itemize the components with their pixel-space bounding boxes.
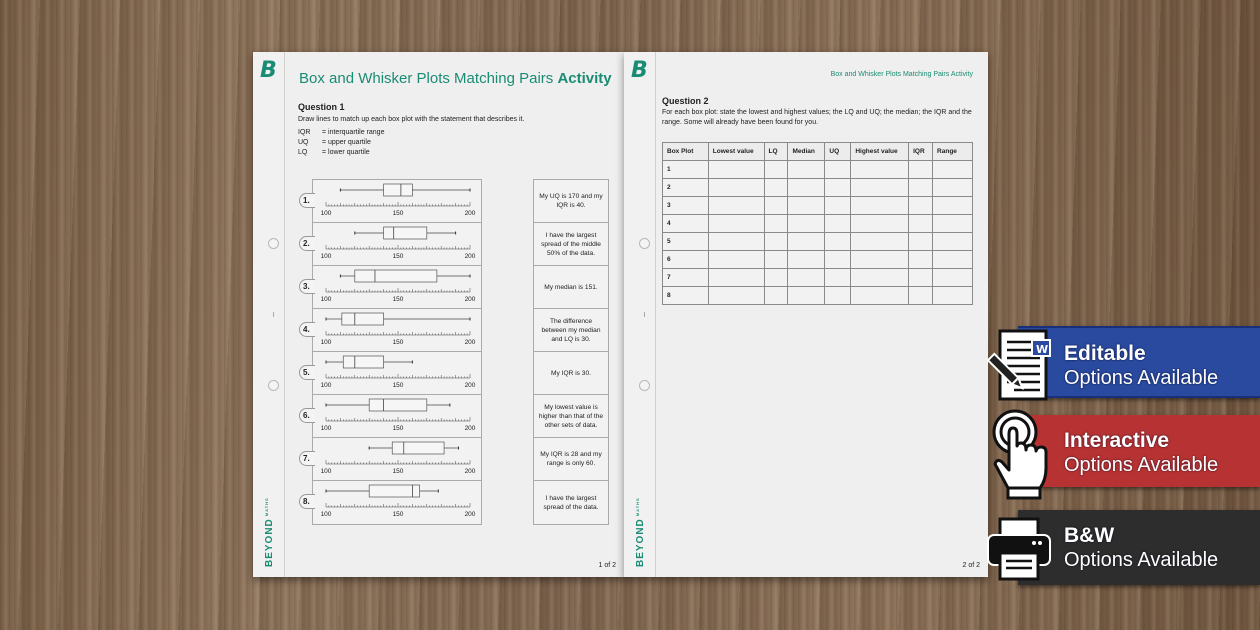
plot-number-badge: 7. (299, 451, 315, 466)
statement-card[interactable]: My IQR is 30. (534, 352, 608, 395)
printer-icon (984, 516, 1054, 582)
table-header-cell: Highest value (851, 143, 909, 161)
svg-text:150: 150 (392, 468, 404, 475)
answer-cell[interactable] (788, 179, 825, 197)
worksheet-header-title: Box and Whisker Plots Matching Pairs Activity (830, 71, 973, 78)
worksheet-page-1 (253, 52, 624, 577)
answer-cell[interactable] (909, 161, 933, 179)
answer-cell[interactable] (825, 179, 851, 197)
svg-text:150: 150 (392, 339, 404, 346)
answer-cell[interactable] (764, 197, 788, 215)
banner-subtitle: Options Available (1064, 367, 1219, 389)
beyond-logo-icon: B (260, 58, 277, 83)
table-row (663, 287, 973, 305)
box-plot-number-cell: 5 (663, 233, 709, 251)
answer-cell[interactable] (825, 161, 851, 179)
svg-text:200: 200 (464, 339, 476, 346)
box-plot-number-cell: 8 (663, 287, 709, 305)
answer-cell[interactable] (788, 215, 825, 233)
page-gutter (624, 52, 656, 577)
svg-text:200: 200 (464, 468, 476, 475)
box-plot-number-cell: 6 (663, 251, 709, 269)
table-row (663, 179, 973, 197)
box-plot-chart (313, 223, 483, 266)
answer-cell[interactable] (764, 179, 788, 197)
question-1-instruction: Draw lines to match up each box plot with the statement that describes it. (298, 116, 525, 123)
answer-cell[interactable] (708, 197, 764, 215)
plot-number-badge: 1. (299, 193, 315, 208)
statement-card[interactable]: The difference between my median and LQ is 30. (534, 309, 608, 352)
bw-options-banner[interactable] (1018, 510, 1260, 585)
answer-cell[interactable] (764, 287, 788, 305)
statement-card[interactable]: I have the largest spread of the data. (543, 494, 599, 511)
answer-cell[interactable] (933, 197, 973, 215)
answer-cell[interactable] (788, 287, 825, 305)
answer-cell[interactable] (825, 287, 851, 305)
abbreviation-item: IQR = interquartile range (298, 129, 385, 136)
answer-cell[interactable] (708, 161, 764, 179)
answer-cell[interactable] (764, 233, 788, 251)
table-row (663, 233, 973, 251)
beyond-maths-brand: $BEYOND^{MATHS}$ (264, 497, 275, 567)
answer-cell[interactable] (764, 269, 788, 287)
answer-cell[interactable] (825, 197, 851, 215)
worksheet-page-2 (624, 52, 988, 577)
punch-hole-icon (268, 238, 279, 249)
punch-hole-icon (639, 238, 650, 249)
box-plot-number-cell: 3 (663, 197, 709, 215)
banner-title: B&W (1064, 524, 1115, 547)
svg-text:100: 100 (320, 468, 332, 475)
answer-cell[interactable] (933, 251, 973, 269)
svg-text:200: 200 (464, 425, 476, 432)
page-gutter (253, 52, 285, 577)
box-plot-number-cell: 1 (663, 161, 709, 179)
answer-cell[interactable] (708, 287, 764, 305)
svg-text:100: 100 (320, 382, 332, 389)
answer-cell[interactable] (909, 251, 933, 269)
box-plot-chart (313, 481, 483, 524)
statement-card[interactable]: My lowest value is higher than that of the other sets of data. (534, 395, 608, 438)
answer-cell[interactable] (851, 197, 909, 215)
punch-hole-icon (268, 380, 279, 391)
box-plot-row[interactable] (303, 266, 481, 309)
beyond-logo-icon: B (631, 58, 648, 83)
fold-mark (273, 312, 274, 317)
answer-cell[interactable] (909, 197, 933, 215)
statement-card[interactable]: My UQ is 170 and my IQR is 40. (534, 180, 608, 223)
table-row (663, 215, 973, 233)
answer-cell[interactable] (909, 179, 933, 197)
answer-cell[interactable] (708, 269, 764, 287)
answer-cell[interactable] (909, 287, 933, 305)
box-plot-chart (313, 438, 483, 481)
statement-list (533, 179, 609, 525)
answer-cell[interactable] (788, 197, 825, 215)
table-row (663, 161, 973, 179)
svg-text:150: 150 (392, 511, 404, 518)
answer-cell[interactable] (933, 161, 973, 179)
banner-title: Interactive (1064, 429, 1170, 452)
answer-cell[interactable] (933, 233, 973, 251)
answer-cell[interactable] (825, 251, 851, 269)
table-header-cell: Range (933, 143, 973, 161)
answer-cell[interactable] (788, 269, 825, 287)
svg-text:100: 100 (320, 210, 332, 217)
answer-cell[interactable] (851, 287, 909, 305)
svg-text:200: 200 (464, 210, 476, 217)
answer-cell[interactable] (933, 215, 973, 233)
svg-text:100: 100 (320, 511, 332, 518)
box-plot-chart (313, 395, 483, 438)
answer-cell[interactable] (909, 215, 933, 233)
answer-table (662, 142, 973, 305)
box-plot-row[interactable] (303, 481, 481, 524)
worksheet-title: Box and Whisker Plots Matching Pairs Activity (299, 70, 612, 87)
answer-cell[interactable] (851, 161, 909, 179)
answer-cell[interactable] (764, 251, 788, 269)
svg-text:100: 100 (320, 425, 332, 432)
answer-cell[interactable] (788, 251, 825, 269)
touch-hand-icon (990, 408, 1056, 500)
page-number: 1 of 2 (598, 562, 616, 569)
question-2-heading: Question 2 (662, 96, 709, 106)
answer-cell[interactable] (825, 269, 851, 287)
plot-number-badge: 8. (299, 494, 315, 509)
plot-number-badge: 4. (299, 322, 315, 337)
box-plot-row[interactable] (303, 223, 481, 266)
table-header-row (663, 143, 973, 161)
banner-title: Editable (1064, 342, 1146, 365)
answer-cell[interactable] (764, 215, 788, 233)
question-1-heading: Question 1 (298, 102, 345, 112)
answer-cell[interactable] (708, 233, 764, 251)
abbreviation-item: LQ = lower quartile (298, 149, 370, 156)
answer-cell[interactable] (851, 233, 909, 251)
answer-cell[interactable] (788, 161, 825, 179)
table-header-cell: Box Plot (663, 143, 709, 161)
answer-cell[interactable] (708, 179, 764, 197)
fold-mark (644, 312, 645, 317)
answer-cell[interactable] (851, 179, 909, 197)
box-plot-list (303, 179, 482, 525)
banner-subtitle: Options Available (1064, 549, 1219, 571)
box-plot-row[interactable] (303, 395, 481, 438)
table-header-cell: LQ (764, 143, 788, 161)
answer-cell[interactable] (788, 233, 825, 251)
box-plot-chart (313, 352, 483, 395)
abbreviation-item: UQ = upper quartile (298, 139, 371, 146)
statement-card[interactable]: My IQR is 28 and my range is only 60. (534, 438, 608, 481)
answer-cell[interactable] (933, 179, 973, 197)
answer-cell[interactable] (708, 215, 764, 233)
box-plot-row[interactable] (303, 352, 481, 395)
box-plot-row[interactable] (303, 438, 481, 481)
table-header-cell: IQR (909, 143, 933, 161)
svg-text:200: 200 (464, 296, 476, 303)
svg-text:200: 200 (464, 253, 476, 260)
svg-text:100: 100 (320, 296, 332, 303)
svg-text:100: 100 (320, 339, 332, 346)
table-row (663, 269, 973, 287)
answer-cell[interactable] (909, 269, 933, 287)
box-plot-row[interactable] (303, 309, 481, 352)
plot-number-badge: 3. (299, 279, 315, 294)
answer-cell[interactable] (933, 269, 973, 287)
abbreviation-list (298, 128, 384, 158)
answer-cell[interactable] (764, 161, 788, 179)
statement-card[interactable]: My median is 151. (534, 266, 608, 309)
plot-number-badge: 2. (299, 236, 315, 251)
answer-cell[interactable] (851, 269, 909, 287)
punch-hole-icon (639, 380, 650, 391)
svg-text:150: 150 (392, 296, 404, 303)
svg-text:150: 150 (392, 382, 404, 389)
svg-text:W: W (1036, 343, 1049, 356)
box-plot-number-cell: 2 (663, 179, 709, 197)
answer-cell[interactable] (909, 233, 933, 251)
table-row (663, 197, 973, 215)
box-plot-chart (313, 309, 483, 352)
question-2-instruction: For each box plot: state the lowest and highest values; the LQ and UQ; the median; the IQR and the range. Some will already have been found for you. (662, 109, 972, 126)
statement-card[interactable]: I have the largest spread of the middle 50% of the data. (534, 223, 608, 266)
svg-text:200: 200 (464, 511, 476, 518)
box-plot-chart (313, 180, 483, 223)
box-plot-row[interactable] (303, 180, 481, 223)
beyond-maths-brand: $BEYOND^{MATHS}$ (635, 497, 646, 567)
svg-text:200: 200 (464, 382, 476, 389)
table-row (663, 251, 973, 269)
answer-cell[interactable] (851, 215, 909, 233)
page-number: 2 of 2 (962, 562, 980, 569)
banner-subtitle: Options Available (1064, 454, 1219, 476)
answer-cell[interactable] (851, 251, 909, 269)
svg-text:150: 150 (392, 210, 404, 217)
answer-cell[interactable] (933, 287, 973, 305)
answer-cell[interactable] (825, 215, 851, 233)
table-header-cell: Median (788, 143, 825, 161)
word-document-pencil-icon (980, 328, 1060, 402)
answer-cell[interactable] (708, 251, 764, 269)
svg-text:100: 100 (320, 253, 332, 260)
table-header-cell: Lowest value (708, 143, 764, 161)
plot-number-badge: 6. (299, 408, 315, 423)
answer-cell[interactable] (825, 233, 851, 251)
svg-text:150: 150 (392, 425, 404, 432)
box-plot-number-cell: 4 (663, 215, 709, 233)
box-plot-number-cell: 7 (663, 269, 709, 287)
box-plot-chart (313, 266, 483, 309)
plot-number-badge: 5. (299, 365, 315, 380)
table-header-cell: UQ (825, 143, 851, 161)
svg-text:150: 150 (392, 253, 404, 260)
